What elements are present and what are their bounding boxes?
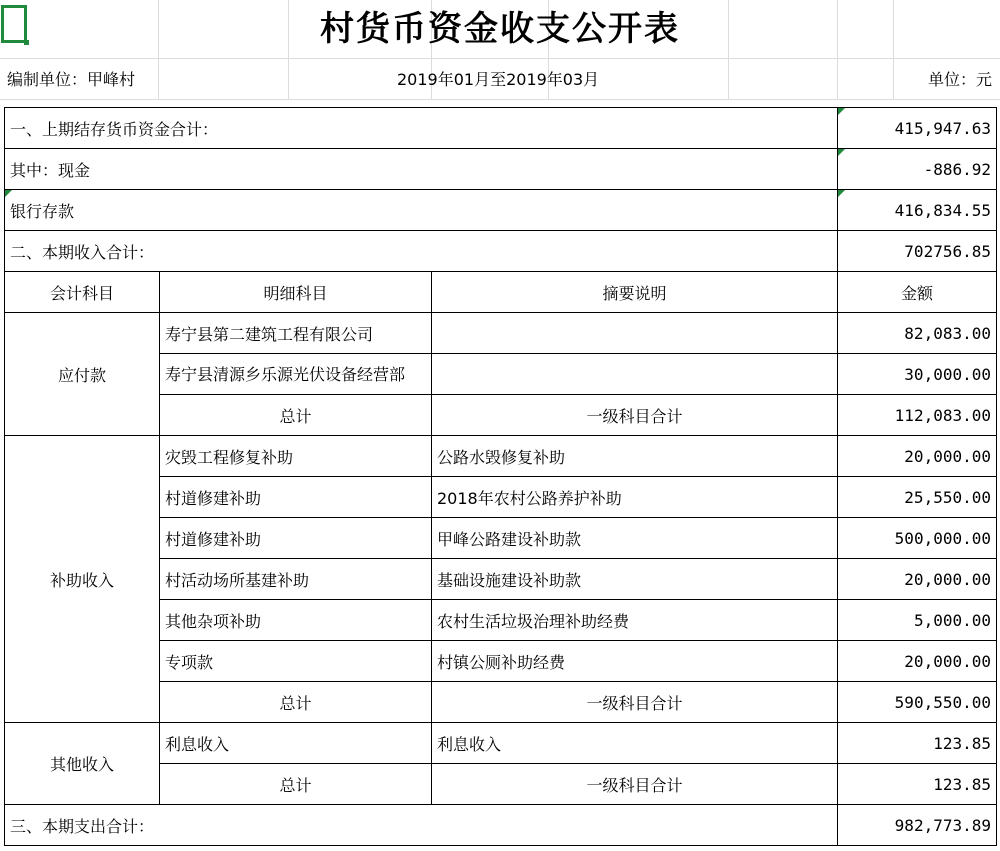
summary-value[interactable] [838, 149, 997, 190]
summary-value[interactable]: 982,773.89 [838, 805, 997, 846]
detail-cell[interactable]: 利息收入 [160, 723, 432, 764]
total-label-cell[interactable]: 总计 [160, 682, 432, 723]
column-header[interactable]: 明细科目 [160, 272, 432, 313]
detail-cell[interactable]: 村道修建补助 [160, 518, 432, 559]
note-cell[interactable]: 甲峰公路建设补助款 [432, 518, 838, 559]
note-cell[interactable] [432, 354, 838, 395]
amount-cell[interactable]: 20,000.00 [838, 641, 997, 682]
total-label-cell[interactable]: 总计 [160, 764, 432, 805]
summary-value[interactable] [838, 190, 997, 231]
total-amount-cell[interactable]: 123.85 [838, 764, 997, 805]
note-cell[interactable]: 2018年农村公路养护补助 [432, 477, 838, 518]
page-title: 村货币资金收支公开表 [320, 9, 680, 49]
table-row [5, 436, 997, 477]
amount-text: 416,834.55 [894, 200, 991, 220]
comment-marker [838, 149, 845, 156]
currency-unit: 单位：元 [927, 70, 992, 89]
total-note-cell[interactable]: 一级科目合计 [432, 682, 838, 723]
table-row [5, 313, 997, 354]
summary-label[interactable]: 三、本期支出合计： [5, 805, 838, 846]
comment-marker [838, 108, 845, 115]
detail-cell[interactable]: 灾毁工程修复补助 [160, 436, 432, 477]
compiling-unit: 编制单位：甲峰村 [7, 70, 136, 89]
total-note-cell[interactable]: 一级科目合计 [432, 395, 838, 436]
comment-marker [838, 190, 845, 197]
amount-text: -886.92 [923, 159, 991, 179]
total-amount-cell[interactable]: 112,083.00 [838, 395, 997, 436]
detail-cell[interactable]: 寿宁县第二建筑工程有限公司 [160, 313, 432, 354]
gridline [0, 99, 1000, 100]
column-header[interactable]: 摘要说明 [432, 272, 838, 313]
summary-value[interactable]: 702756.85 [838, 231, 997, 272]
column-header[interactable]: 金额 [838, 272, 997, 313]
label-text: 银行存款 [10, 201, 75, 221]
category-cell[interactable]: 应付款 [5, 313, 160, 436]
detail-cell[interactable]: 村活动场所基建补助 [160, 559, 432, 600]
note-cell[interactable]: 村镇公厕补助经费 [432, 641, 838, 682]
column-header[interactable]: 会计科目 [5, 272, 160, 313]
amount-text: 415,947.63 [894, 118, 991, 138]
note-cell[interactable] [432, 313, 838, 354]
amount-cell[interactable]: 30,000.00 [838, 354, 997, 395]
gridline [0, 58, 1000, 59]
table-row [5, 231, 997, 272]
amount-cell[interactable]: 123.85 [838, 723, 997, 764]
table-row [5, 108, 997, 149]
total-label-cell[interactable]: 总计 [160, 395, 432, 436]
amount-cell[interactable]: 5,000.00 [838, 600, 997, 641]
total-note-cell[interactable]: 一级科目合计 [432, 764, 838, 805]
detail-cell[interactable]: 专项款 [160, 641, 432, 682]
amount-cell[interactable]: 20,000.00 [838, 559, 997, 600]
summary-label[interactable]: 一、上期结存货币资金合计： [5, 108, 838, 149]
note-cell[interactable]: 基础设施建设补助款 [432, 559, 838, 600]
fund-table [4, 107, 997, 846]
amount-cell[interactable]: 500,000.00 [838, 518, 997, 559]
note-cell[interactable]: 农村生活垃圾治理补助经费 [432, 600, 838, 641]
category-cell[interactable]: 其他收入 [5, 723, 160, 805]
detail-cell[interactable]: 其他杂项补助 [160, 600, 432, 641]
summary-label[interactable]: 其中：现金 [5, 149, 838, 190]
column-header-row [5, 272, 997, 313]
category-cell[interactable]: 补助收入 [5, 436, 160, 723]
table-row [5, 723, 997, 764]
amount-cell[interactable]: 25,550.00 [838, 477, 997, 518]
detail-cell[interactable]: 寿宁县清源乡乐源光伏设备经营部 [160, 354, 432, 395]
total-amount-cell[interactable]: 590,550.00 [838, 682, 997, 723]
table-row [5, 805, 997, 846]
summary-value[interactable] [838, 108, 997, 149]
comment-marker [5, 190, 12, 197]
summary-label[interactable] [5, 190, 838, 231]
report-period: 2019年01月至2019年03月 [397, 70, 600, 89]
note-cell[interactable]: 利息收入 [432, 723, 838, 764]
amount-cell[interactable]: 82,083.00 [838, 313, 997, 354]
note-cell[interactable]: 公路水毁修复补助 [432, 436, 838, 477]
detail-cell[interactable]: 村道修建补助 [160, 477, 432, 518]
amount-cell[interactable]: 20,000.00 [838, 436, 997, 477]
table-row [5, 149, 997, 190]
summary-label[interactable]: 二、本期收入合计： [5, 231, 838, 272]
table-row [5, 190, 997, 231]
